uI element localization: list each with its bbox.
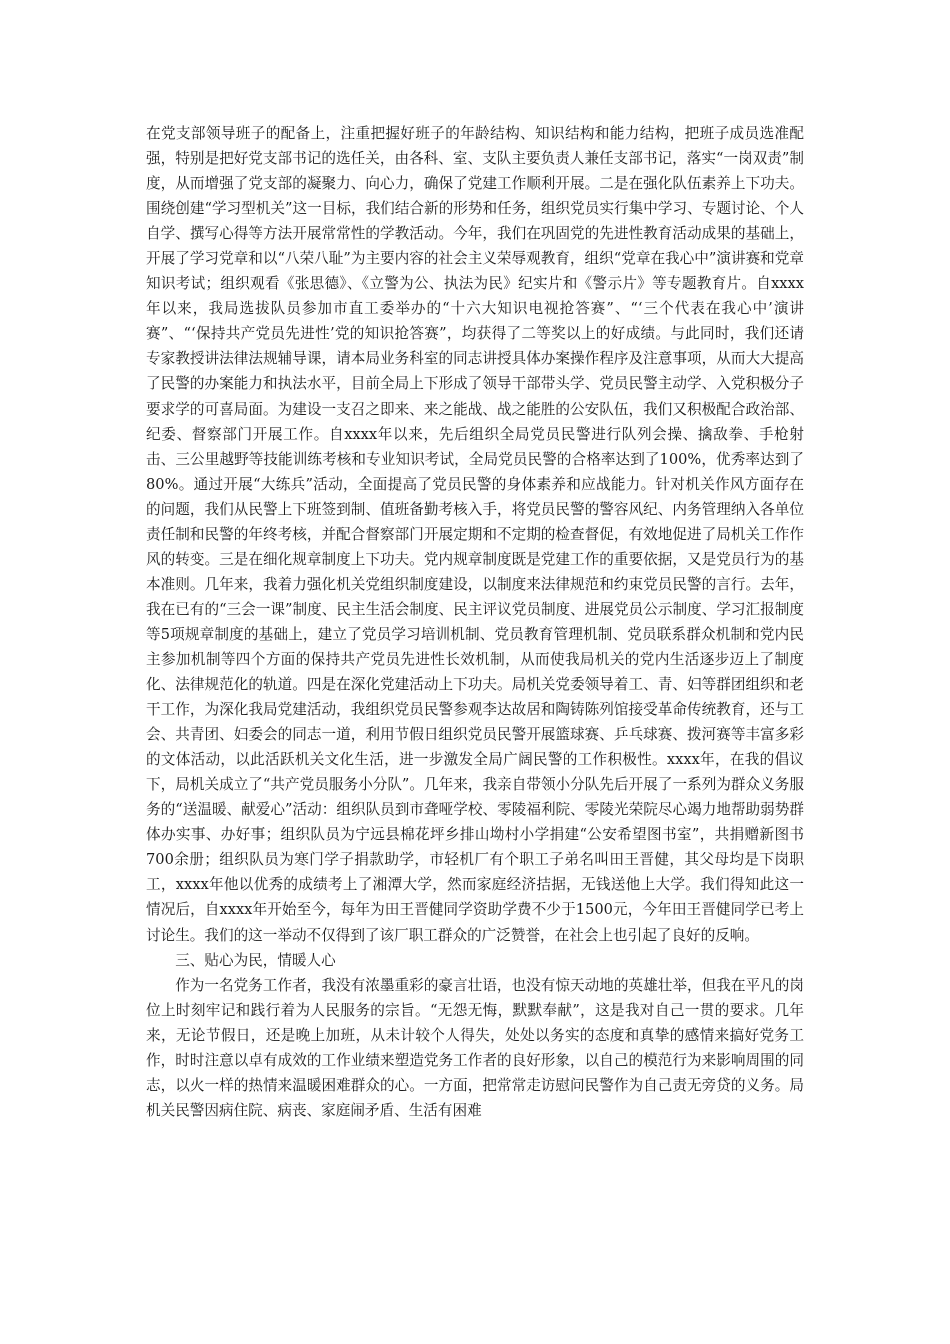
section-heading-3: 三、贴心为民，情暖人心: [175, 951, 336, 969]
body-paragraph-2: 作为一名党务工作者，我没有浓墨重彩的豪言壮语，也没有惊天动地的英雄壮举，但我在平凡的岗位上时刻牢记和践行着为人民服务的宗旨。“无怨无悔，默默奉献”，这是我对自己一贯的要求。几年来，无论节假日，还是晚上加班，从未计较个人得失，处处以务实的态度和真挚的感情来搞好党务工作，时时注意以卓有成效的工作业绩来塑造党务工作者的良好形象，以自己的模范行为来影响周围的同志，以火一样的热情来温暖困难群众的心。一方面，把常常走访慰问民警作为自己责无旁贷的义务。局机关民警因病住院、病丧、家庭闹矛盾、生活有困难: [146, 976, 804, 1119]
body-paragraph-1: 在党支部领导班子的配备上，注重把握好班子的年龄结构、知识结构和能力结构，把班子成员选准配强，特别是把好党支部书记的选任关，由各科、室、支队主要负责人兼任支部书记，落实“一岗双责”制度，从而增强了党支部的凝聚力、向心力，确保了党建工作顺利开展。二是在强化队伍素养上下功夫。围绕创建“学习型机关”这一目标，我们结合新的形势和任务，组织党员实行集中学习、专题讨论、个人自学、撰写心得等方法开展常常性的学教活动。今年，我们在巩固党的先进性教育活动成果的基础上，开展了学习党章和以“八荣八耻”为主要内容的社会主义荣辱观教育，组织“党章在我心中”演讲赛和党章知识考试；组织观看《张思德》、《立警为公、执法为民》纪实片和《警示片》等专题教育片。自xxxx年以来，我局选拔队员参加市直工委举办的“十六大知识电视抢答赛”、“‘三个代表在我心中’演讲赛”、“‘保持共产党员先进性’党的知识抢答赛”，均获得了二等奖以上的好成绩。与此同时，我们还请专家教授讲法律法规辅导课，请本局业务科室的同志讲授具体办案操作程序及注意事项，从而大大提高了民警的办案能力和执法水平，目前全局上下形成了领导干部带头学、党员民警主动学、入党积极分子要求学的可喜局面。为建设一支召之即来、来之能战、战之能胜的公安队伍，我们又积极配合政治部、纪委、督察部门开展工作。自xxxx年以来，先后组织全局党员民警进行队列会操、擒敌拳、手枪射击、三公里越野等技能训练考核和专业知识考试，全局党员民警的合格率达到了100%，优秀率达到了80%。通过开展“大练兵”活动，全面提高了党员民警的身体素养和应战能力。针对机关作风方面存在的问题，我们从民警上下班签到制、值班备勤考核入手，将党员民警的警容风纪、内务管理纳入各单位责任制和民警的年终考核，并配合督察部门开展定期和不定期的检查督促，有效地促进了局机关工作作风的转变。三是在细化规章制度上下功夫。党内规章制度既是党建工作的重要依据，又是党员行为的基本准则。几年来，我着力强化机关党组织制度建设，以制度来法律规范和约束党员民警的言行。去年，我在已有的“三会一课”制度、民主生活会制度、民主评议党员制度、进展党员公示制度、学习汇报制度等5项规章制度的基础上，建立了党员学习培训机制、党员教育管理机制、党员联系群众机制和党内民主参加机制等四个方面的保持共产党员先进性长效机制，从而使我局机关的党内生活逐步迈上了制度化、法律规范化的轨道。四是在深化党建活动上下功夫。局机关党委领导着工、青、妇等群团组织和老干工作，为深化我局党建活动，我组织党员民警参观李达故居和陶铸陈列馆接受革命传统教育，还与工会、共青团、妇委会的同志一道，利用节假日组织党员民警开展篮球赛、乒乓球赛、拨河赛等丰富多彩的文体活动，以此活跃机关文化生活，进一步激发全局广阔民警的工作积极性。xxxx年，在我的倡议下，局机关成立了“共产党员服务小分队”。几年来，我亲自带领小分队先后开展了一系列为群众义务服务的“送温暖、献爱心”活动：组织队员到市聋哑学校、零陵福利院、零陵光荣院尽心竭力地帮助弱势群体办实事、办好事；组织队员为宁远县棉花坪乡排山坳村小学捐建“公安希望图书室”，共捐赠新图书700余册；组织队员为寒门学子捐款助学，市轻机厂有个职工子弟名叫田王晋健，其父母均是下岗职工，xxxx年他以优秀的成绩考上了湘潭大学，然而家庭经济拮据，无钱送他上大学。我们得知此这一情况后，自xxxx年开始至今，每年为田王晋健同学资助学费不少于1500元，今年田王晋健同学已考上讨论生。我们的这一举动不仅得到了该厂职工群众的广泛赞誉，在社会上也引起了良好的反响。: [146, 125, 804, 944]
document-body: [146, 121, 804, 1123]
